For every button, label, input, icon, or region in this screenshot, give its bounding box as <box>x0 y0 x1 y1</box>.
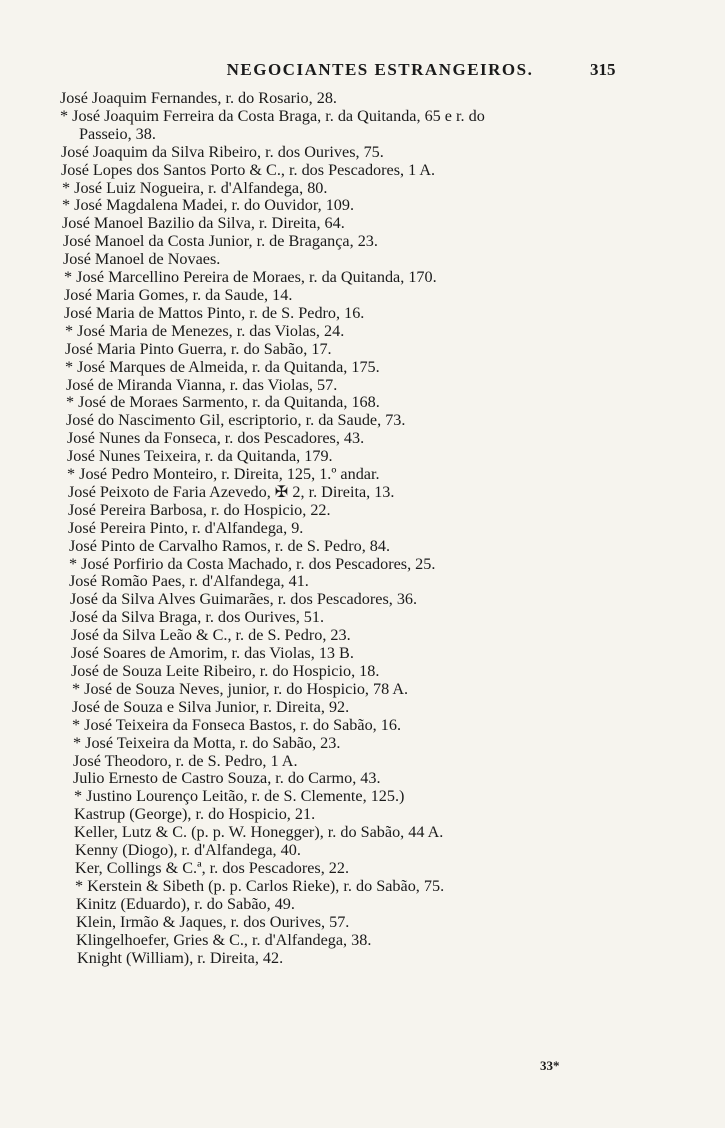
list-item: Julio Ernesto de Castro Souza, r. do Carmo, 43. <box>73 769 381 788</box>
list-item: José Soares de Amorim, r. das Violas, 13 B. <box>71 644 354 663</box>
list-item: * José Magdalena Madei, r. do Ouvidor, 109. <box>62 196 355 215</box>
list-item: * José Pedro Monteiro, r. Direita, 125, 1.º andar. <box>67 465 380 484</box>
list-item: Kinitz (Eduardo), r. do Sabão, 49. <box>76 894 295 913</box>
list-item: Ker, Collings & C.ª, r. dos Pescadores, 22. <box>75 858 350 877</box>
list-item: José Manoel da Costa Junior, r. de Bragança, 23. <box>63 232 378 251</box>
list-item: * José Marcellino Pereira de Moraes, r. da Quitanda, 170. <box>64 268 437 287</box>
list-item: José Romão Paes, r. d'Alfandega, 41. <box>69 572 309 591</box>
list-item: José Pinto de Carvalho Ramos, r. de S. Pedro, 84. <box>69 536 391 555</box>
list-item: José Maria Pinto Guerra, r. do Sabão, 17. <box>65 339 332 358</box>
list-item: José Manoel de Novaes. <box>63 250 221 269</box>
list-item: * José Maria de Menezes, r. das Violas, 24. <box>65 321 345 340</box>
list-item: José Maria de Mattos Pinto, r. de S. Pedro, 16. <box>64 303 365 322</box>
list-item: Passeio, 38. <box>79 124 156 143</box>
list-item: * Justino Lourenço Leitão, r. de S. Clemente, 125.) <box>74 787 405 806</box>
signature-mark: 33* <box>540 1058 560 1073</box>
list-item: * José Teixeira da Motta, r. do Sabão, 23. <box>73 733 341 752</box>
list-item: José Peixoto de Faria Azevedo, ✠ 2, r. Direita, 13. <box>68 482 395 501</box>
list-item: * José de Souza Neves, junior, r. do Hospicio, 78 A. <box>72 679 409 698</box>
list-item: José Joaquim da Silva Ribeiro, r. dos Ourives, 75. <box>61 142 384 161</box>
list-item: Kenny (Diogo), r. d'Alfandega, 40. <box>75 841 301 860</box>
list-item: José Joaquim Fernandes, r. do Rosario, 28. <box>60 89 337 107</box>
entry-list <box>60 90 700 967</box>
list-item: José Nunes Teixeira, r. da Quitanda, 179. <box>67 447 333 466</box>
list-item: José Pereira Pinto, r. d'Alfandega, 9. <box>68 518 304 537</box>
page-number: 315 <box>590 60 616 79</box>
list-item: Klein, Irmão & Jaques, r. dos Ourives, 57. <box>76 912 350 931</box>
list-item: Klingelhoefer, Gries & C., r. d'Alfandega, 38. <box>76 930 372 949</box>
list-item: José de Miranda Vianna, r. das Violas, 57. <box>66 375 338 394</box>
list-item: José da Silva Braga, r. dos Ourives, 51. <box>70 608 325 627</box>
page-title: NEGOCIANTES ESTRANGEIROS. <box>226 60 534 79</box>
list-item: José da Silva Alves Guimarães, r. dos Pescadores, 36. <box>70 590 418 609</box>
list-item: * José Marques de Almeida, r. da Quitanda, 175. <box>65 357 380 376</box>
list-item: * José Porfirio da Costa Machado, r. dos Pescadores, 25. <box>69 554 436 573</box>
list-item: * José Luiz Nogueira, r. d'Alfandega, 80. <box>62 178 328 197</box>
list-item: * José de Moraes Sarmento, r. da Quitanda, 168. <box>66 393 380 412</box>
list-item: Kastrup (George), r. do Hospicio, 21. <box>74 805 316 824</box>
list-item: José Maria Gomes, r. da Saude, 14. <box>64 285 293 304</box>
list-item: José da Silva Leão & C., r. de S. Pedro, 23. <box>71 626 351 645</box>
list-item: José de Souza Leite Ribeiro, r. do Hospicio, 18. <box>71 662 380 680</box>
list-item: Keller, Lutz & C. (p. p. W. Honegger), r. do Sabão, 44 A. <box>74 823 444 842</box>
list-item: José Theodoro, r. de S. Pedro, 1 A. <box>73 751 298 770</box>
list-item: José Nunes da Fonseca, r. dos Pescadores, 43. <box>67 429 365 448</box>
list-item: * José Joaquim Ferreira da Costa Braga, r. da Quitanda, 65 e r. do <box>60 106 485 125</box>
list-item: José do Nascimento Gil, escriptorio, r. da Saude, 73. <box>66 411 406 430</box>
list-item: Knight (William), r. Direita, 42. <box>77 948 284 967</box>
list-item: José Manoel Bazilio da Silva, r. Direita, 64. <box>62 214 345 233</box>
list-item: * Kerstein & Sibeth (p. p. Carlos Rieke), r. do Sabão, 75. <box>75 876 445 895</box>
list-item: José de Souza e Silva Junior, r. Direita, 92. <box>72 697 350 716</box>
list-item: * José Teixeira da Fonseca Bastos, r. do Sabão, 16. <box>72 715 402 734</box>
list-item: José Lopes dos Santos Porto & C., r. dos Pescadores, 1 A. <box>61 160 436 179</box>
list-item: José Pereira Barbosa, r. do Hospicio, 22. <box>68 500 331 519</box>
